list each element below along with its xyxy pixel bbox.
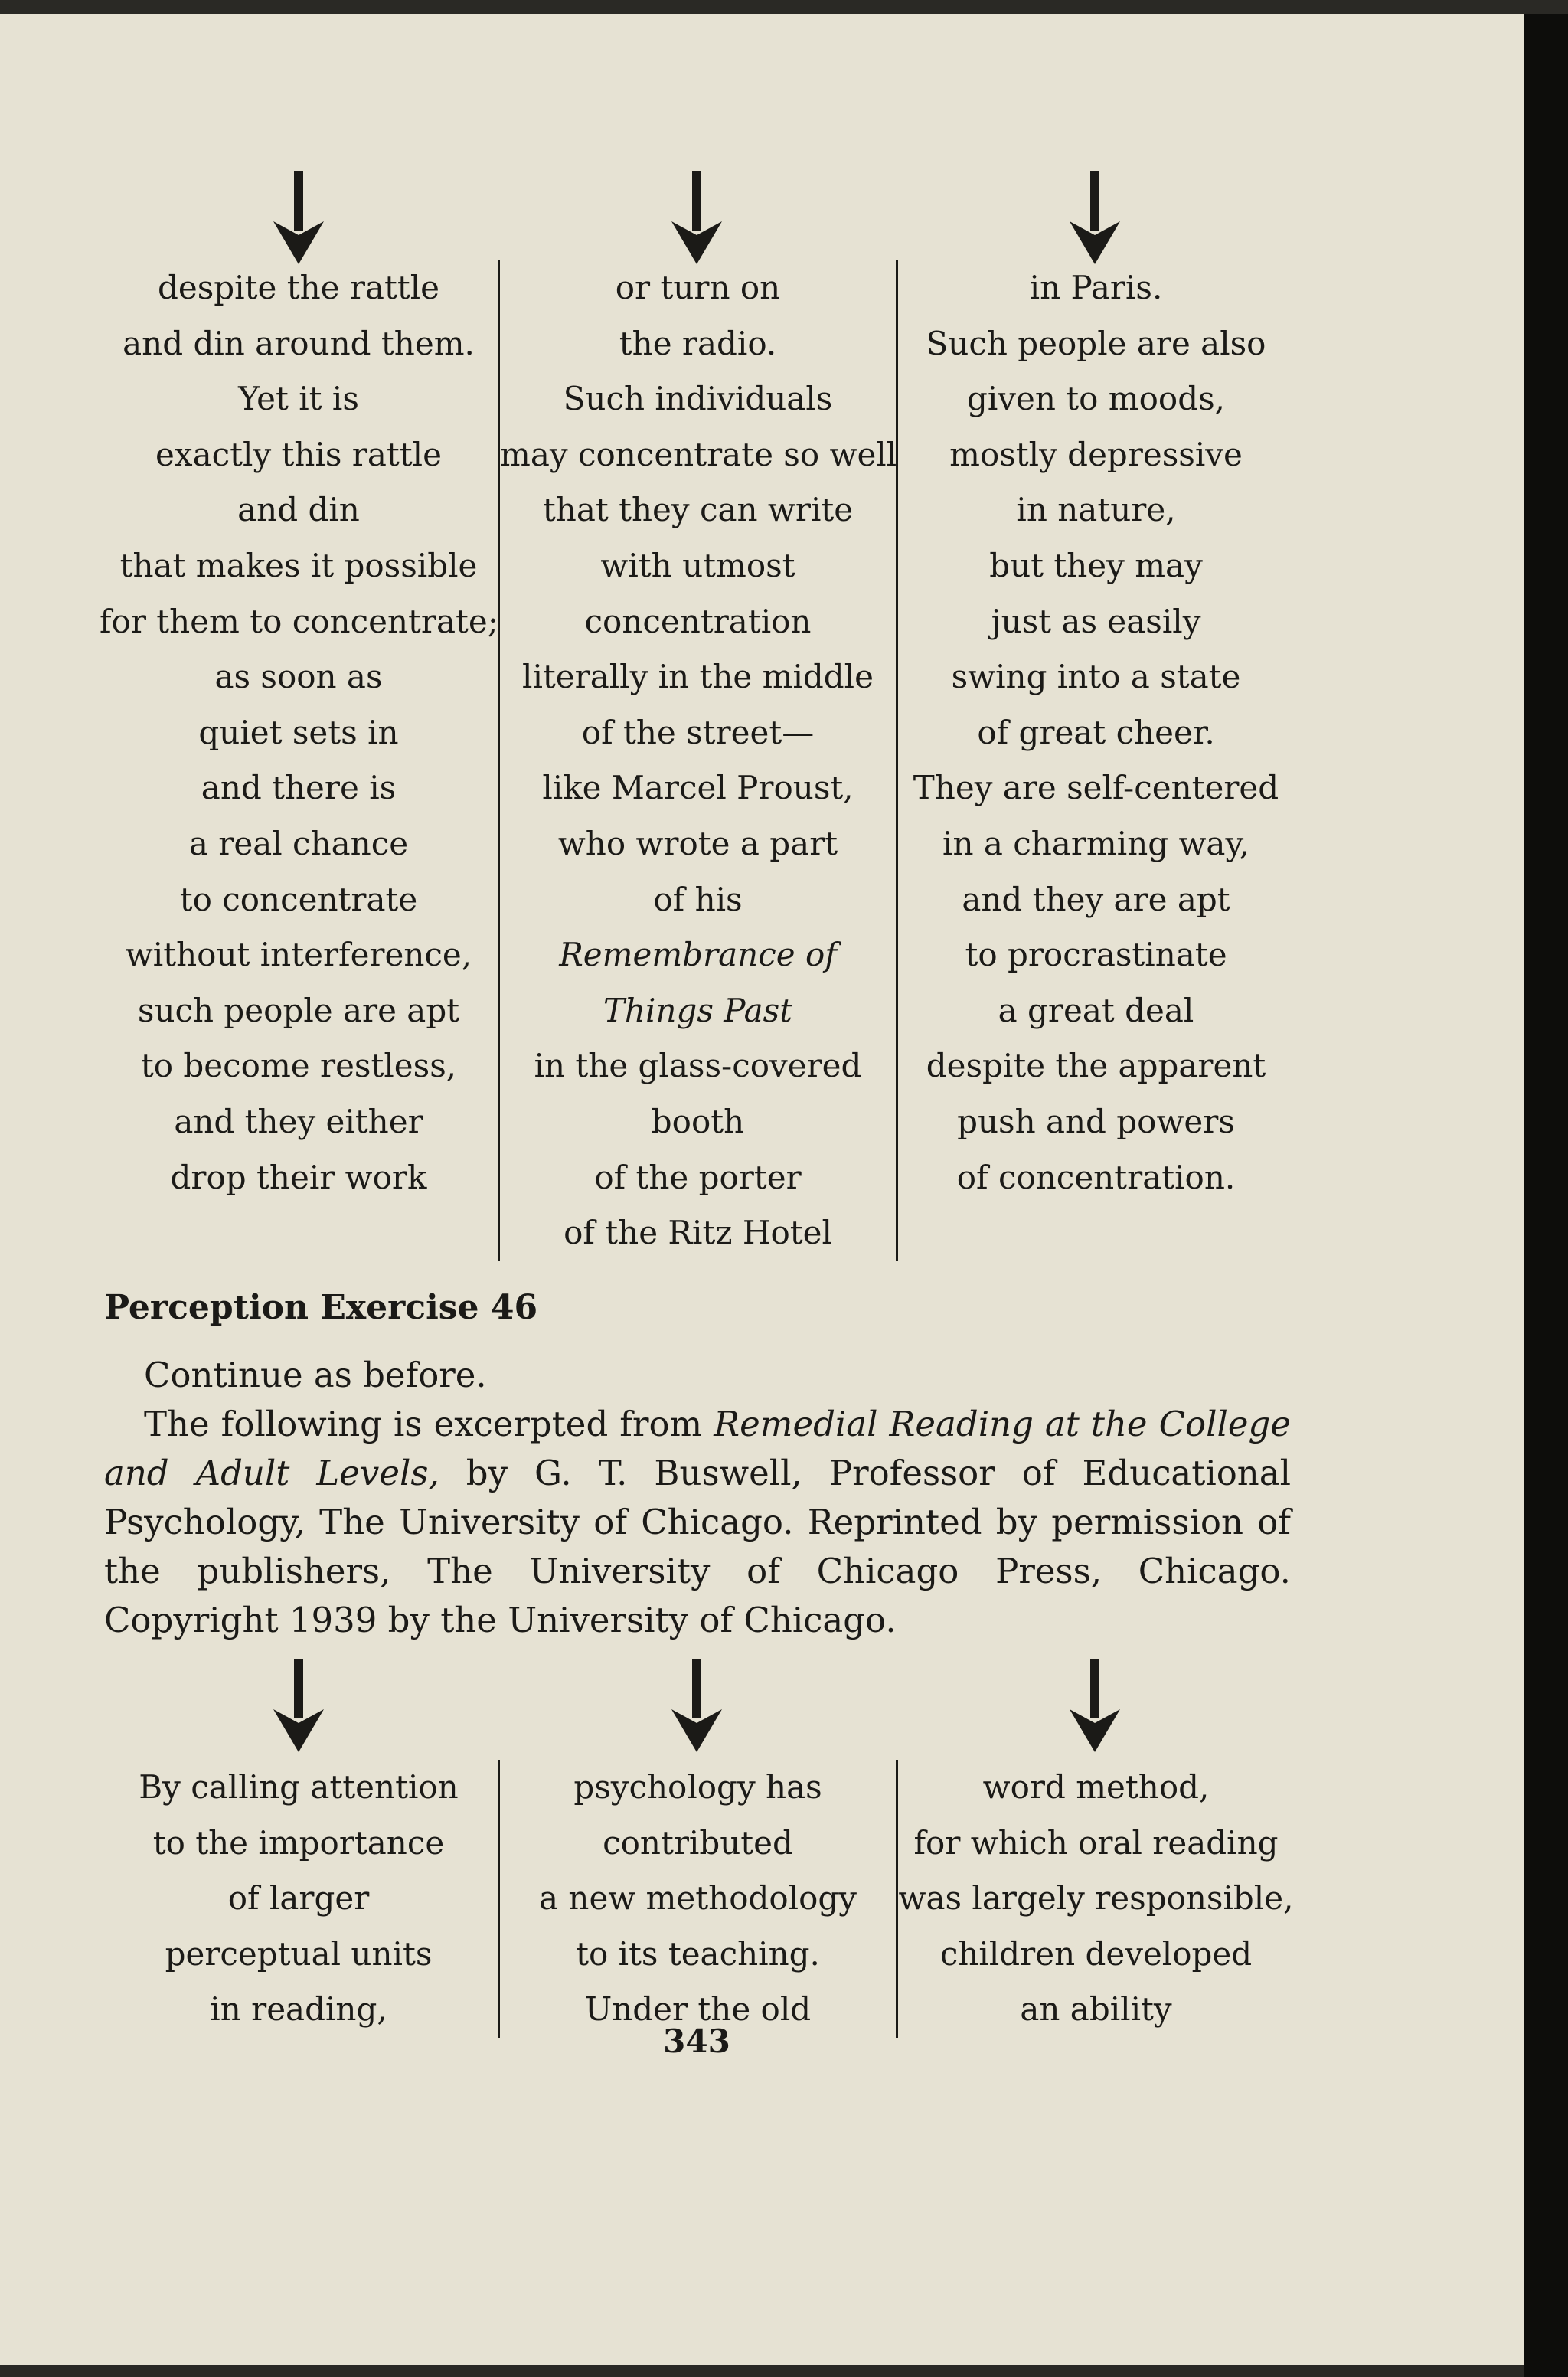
- column-line: who wrote a part: [557, 824, 838, 862]
- scan-top-edge: [0, 0, 1568, 14]
- column-line: and there is: [201, 769, 397, 807]
- column-line: without interference,: [125, 936, 472, 974]
- column-line: such people are apt: [137, 991, 460, 1029]
- column-line: quiet sets in: [198, 713, 399, 751]
- down-arrow-icon: [272, 1659, 325, 1752]
- column-line: given to moods,: [966, 380, 1225, 418]
- intro-text-end: by G. T. Buswell, Professor of Educational Psychology, The University of Chicago. Reprinted by permission of the publishers, The University of Chicago Press, Chicago. Copyright 1939 by the University of Chicago.: [104, 1453, 1292, 1640]
- column-line: of larger: [227, 1879, 370, 1918]
- column-line: with utmost: [600, 546, 795, 584]
- column-line: or turn on: [615, 269, 781, 306]
- column-line: Such people are also: [926, 324, 1266, 362]
- down-arrow-icon: [272, 171, 325, 264]
- column-line: of the Ritz Hotel: [564, 1214, 832, 1252]
- column-line: as soon as: [214, 658, 383, 696]
- column-line: may concentrate so well: [500, 435, 897, 473]
- column-line: perceptual units: [165, 1934, 433, 1973]
- column-line: in nature,: [1016, 491, 1176, 529]
- reading-columns-1: [100, 260, 1294, 1261]
- column-2: [498, 1760, 896, 2038]
- down-arrow-icon: [670, 1659, 724, 1752]
- column-line: despite the rattle: [158, 269, 439, 306]
- column-line: By calling attention: [139, 1768, 459, 1806]
- column-line: and din around them.: [122, 324, 475, 362]
- column-line: a real chance: [188, 824, 409, 862]
- column-line: of his: [653, 880, 743, 918]
- column-line: literally in the middle: [522, 658, 874, 696]
- column-line: exactly this rattle: [155, 435, 442, 473]
- column-line: and din: [237, 491, 360, 529]
- book-page: [0, 14, 1524, 2365]
- column-line: was largely responsible,: [898, 1879, 1294, 1918]
- column-line: despite the apparent: [926, 1047, 1266, 1085]
- column-line: and they are apt: [962, 880, 1230, 918]
- column-line: but they may: [989, 546, 1203, 584]
- column-line: booth: [651, 1102, 745, 1140]
- column-line: swing into a state: [951, 658, 1241, 696]
- down-arrow-icon: [1068, 171, 1122, 264]
- column-1: [100, 1760, 498, 2038]
- column-line: to procrastinate: [965, 936, 1227, 974]
- column-line: mostly depressive: [949, 435, 1243, 473]
- column-line: contributed: [603, 1823, 793, 1862]
- column-line: in the glass-covered: [534, 1047, 862, 1085]
- column-line: in reading,: [210, 1990, 387, 2029]
- column-line: Things Past: [603, 991, 793, 1029]
- book-spine-shadow: [1524, 14, 1568, 2377]
- column-line: that makes it possible: [119, 546, 478, 584]
- intro-text-start: The following is excerpted from: [144, 1404, 714, 1444]
- column-line: of great cheer.: [977, 713, 1215, 751]
- exercise-intro: [104, 1400, 1291, 1645]
- down-arrow-icon: [670, 171, 724, 264]
- page-number: 343: [663, 2022, 730, 2060]
- reading-columns-2: [100, 1760, 1294, 2038]
- column-line: Such individuals: [563, 380, 833, 418]
- column-line: a great deal: [998, 991, 1194, 1029]
- column-arrows-2: [100, 1659, 1294, 1752]
- column-line: of the porter: [594, 1158, 802, 1196]
- column-2: [498, 260, 896, 1261]
- column-line: just as easily: [991, 602, 1201, 640]
- column-3: [896, 1760, 1294, 2038]
- book-title: Remedial Reading at the College and Adult Levels,: [104, 1404, 1291, 1493]
- column-line: Under the old: [584, 1990, 812, 2029]
- column-line: of the street—: [581, 713, 815, 751]
- column-line: to become restless,: [140, 1047, 457, 1085]
- exercise-instruction: Continue as before.: [144, 1355, 487, 1395]
- column-line: to its teaching.: [576, 1934, 820, 1973]
- column-line: that they can write: [542, 491, 854, 529]
- column-line: like Marcel Proust,: [542, 769, 854, 807]
- column-line: psychology has: [573, 1768, 822, 1806]
- column-line: a new methodology: [539, 1879, 857, 1918]
- column-line: push and powers: [957, 1102, 1235, 1140]
- column-line: concentration: [584, 602, 812, 640]
- column-line: for them to concentrate;: [100, 602, 498, 640]
- column-line: the radio.: [619, 324, 777, 362]
- scan-bottom-edge: [0, 2365, 1524, 2377]
- column-line: children developed: [939, 1934, 1253, 1973]
- column-line: in Paris.: [1029, 269, 1163, 306]
- column-arrows-1: [100, 171, 1294, 264]
- exercise-heading: Perception Exercise 46: [104, 1288, 538, 1327]
- column-line: to the importance: [152, 1823, 445, 1862]
- column-line: for which oral reading: [913, 1823, 1279, 1862]
- column-line: drop their work: [170, 1158, 427, 1196]
- column-line: in a charming way,: [942, 824, 1250, 862]
- column-line: to concentrate: [179, 880, 418, 918]
- column-1: [100, 260, 498, 1261]
- column-line: word method,: [982, 1768, 1210, 1806]
- column-line: Remembrance of: [559, 936, 837, 974]
- column-line: an ability: [1020, 1990, 1172, 2029]
- column-line: Yet it is: [238, 380, 359, 418]
- down-arrow-icon: [1068, 1659, 1122, 1752]
- column-line: of concentration.: [956, 1158, 1236, 1196]
- column-3: [896, 260, 1294, 1261]
- column-line: They are self-centered: [913, 769, 1279, 807]
- column-line: and they either: [174, 1102, 423, 1140]
